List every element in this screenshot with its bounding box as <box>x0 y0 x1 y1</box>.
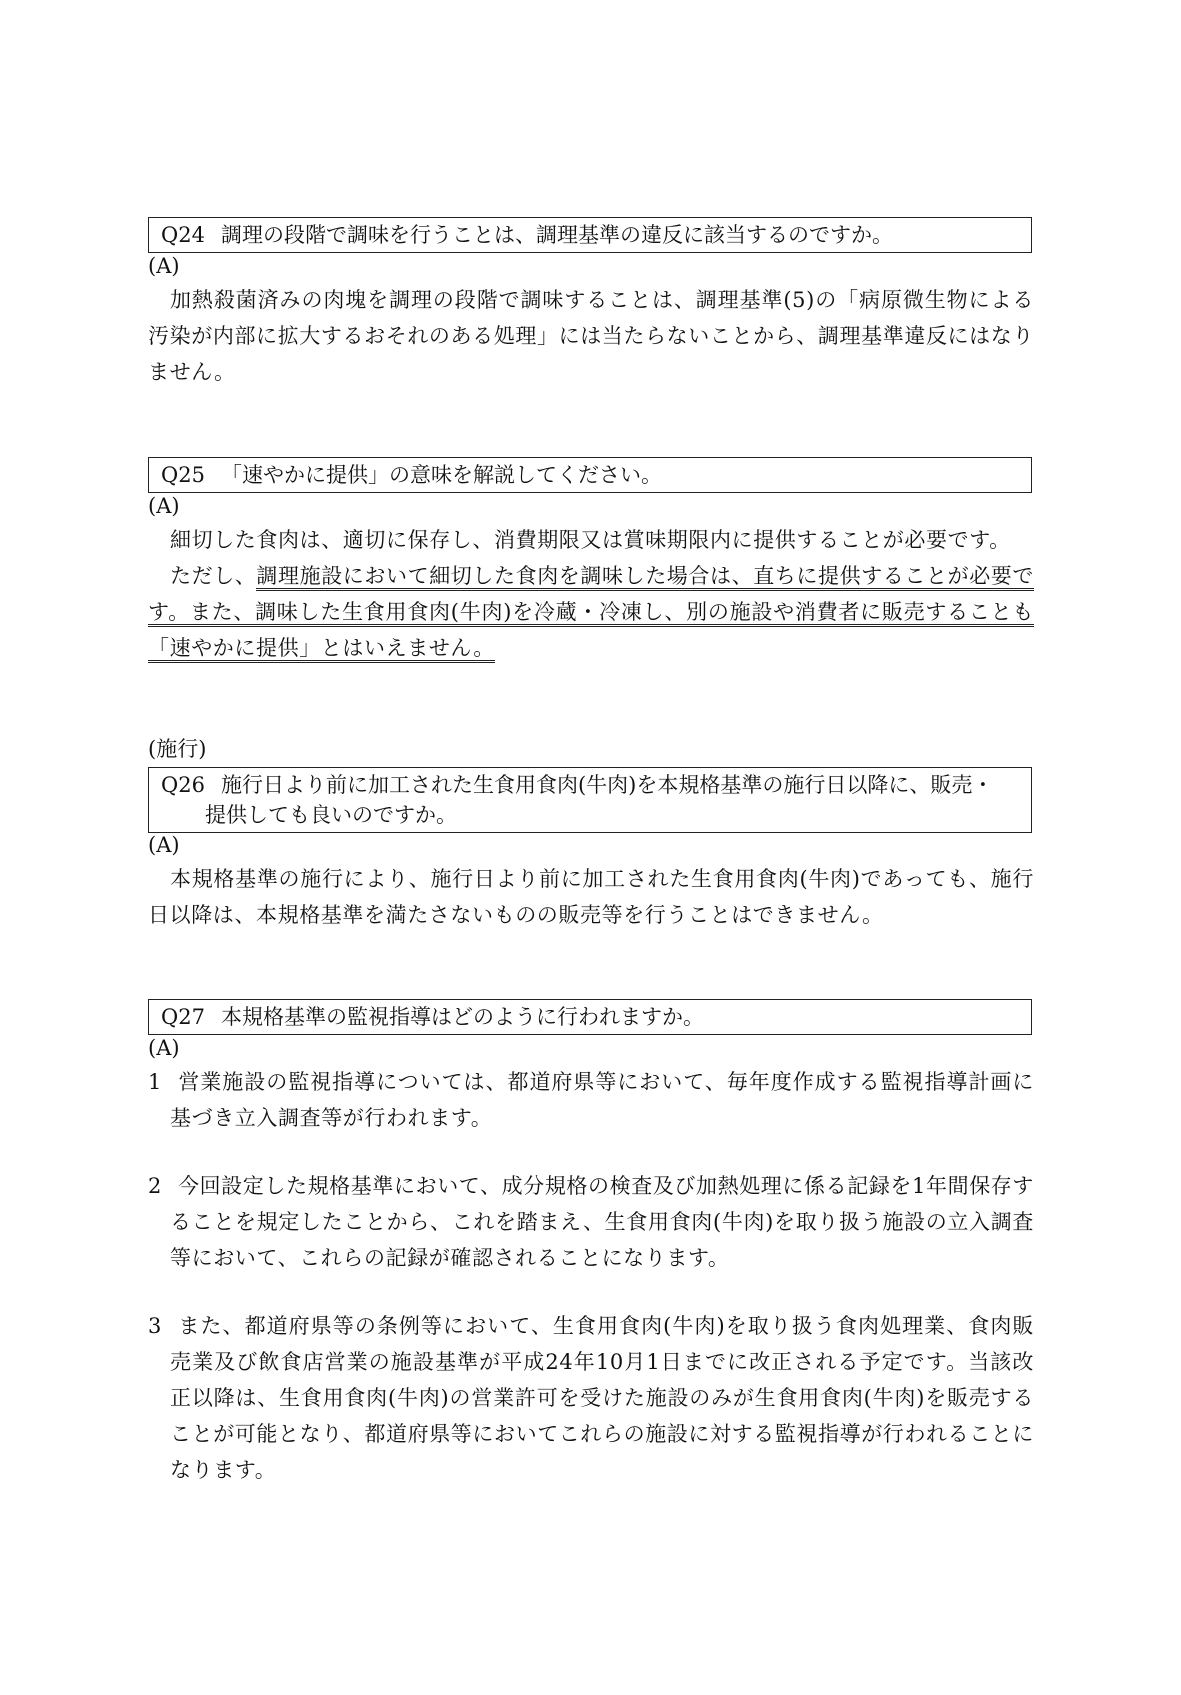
q25-answer-2-underlined: 調理施設において細切した食肉を調味した場合は、直ちに提供することが必要です。また、調味した生食用食肉(牛肉)を冷蔵・冷凍し、別の施設や消費者に販売することも「速やかに提供」とはいえません。 <box>148 564 1034 663</box>
q24-answer-label: (A) <box>148 254 180 278</box>
q25-question-text: 「速やかに提供」の意味を解説してください。 <box>220 463 662 487</box>
q26-question-text-1: 施行日より前に加工された生食用食肉(牛肉)を本規格基準の施行日以降に、販売・ <box>220 773 994 797</box>
q27-question-line <box>161 1002 1021 1032</box>
q27-item-2-text: 今回設定した規格基準において、成分規格の検査及び加熱処理に係る記録を1年間保存することを規定したことから、これを踏まえ、生食用食肉(牛肉)を取り扱う施設の立入調査等において、これらの記録が確認されることになります。 <box>170 1174 1034 1270</box>
q25-answer-label: (A) <box>148 494 180 518</box>
q27-item-3-text: また、都道府県等の条例等において、生食用食肉(牛肉)を取り扱う食肉処理業、食肉販売業及び飲食店営業の施設基準が平成24年10月1日までに改正される予定です。当該改正以降は、生食用食肉(牛肉)の営業許可を受けた施設のみが生食用食肉(牛肉)を販売することが可能となり、都道府県等においてこれらの施設に対する監視指導が行われることになります。 <box>170 1314 1034 1482</box>
section-label-shikou: (施行) <box>148 737 207 761</box>
q27-number: Q27 <box>161 1005 205 1029</box>
q27-question-box <box>148 999 1032 1035</box>
q26-number: Q26 <box>161 773 205 797</box>
q24-answer-text: 加熱殺菌済みの肉塊を調理の段階で調味することは、調理基準(5)の「病原微生物による汚染が内部に拡大するおそれのある処理」には当たらないことから、調理基準違反にはなりません。 <box>148 288 1034 384</box>
q27-answer-label: (A) <box>148 1036 180 1060</box>
q27-item-2-number: 2 <box>148 1174 162 1198</box>
q24-number: Q24 <box>161 223 205 247</box>
q25-number: Q25 <box>161 463 205 487</box>
q27-item-1-number: 1 <box>148 1070 162 1094</box>
q25-answer-text-2 <box>148 558 1034 666</box>
q25-question-box <box>148 457 1032 493</box>
q25-question-line <box>161 460 1021 490</box>
q27-item-1 <box>148 1064 1034 1136</box>
q24-question-line <box>161 220 1021 250</box>
q27-item-3 <box>148 1308 1034 1488</box>
q25-answer-text-1: 細切した食肉は、適切に保存し、消費期限又は賞味期限内に提供することが必要です。 <box>170 528 1011 552</box>
q24-question-box <box>148 217 1032 253</box>
q27-item-2 <box>148 1168 1034 1276</box>
q24-question-text: 調理の段階で調味を行うことは、調理基準の違反に該当するのですか。 <box>220 223 893 247</box>
q27-question-text: 本規格基準の監視指導はどのように行われますか。 <box>220 1005 704 1029</box>
q26-question-line-1 <box>161 770 1021 800</box>
q27-item-3-number: 3 <box>148 1314 162 1338</box>
q27-item-1-text: 営業施設の監視指導については、都道府県等において、毎年度作成する監視指導計画に基づき立入調査等が行われます。 <box>170 1070 1034 1130</box>
q25-answer-2-prefix: ただし、 <box>170 564 257 588</box>
q26-answer-label: (A) <box>148 833 180 857</box>
q26-question-text-2: 提供しても良いのですか。 <box>205 803 457 827</box>
q26-answer-text: 本規格基準の施行により、施行日より前に加工された生食用食肉(牛肉)であっても、施行日以降は、本規格基準を満たさないものの販売等を行うことはできません。 <box>148 867 1034 927</box>
q26-question-box <box>148 767 1032 833</box>
